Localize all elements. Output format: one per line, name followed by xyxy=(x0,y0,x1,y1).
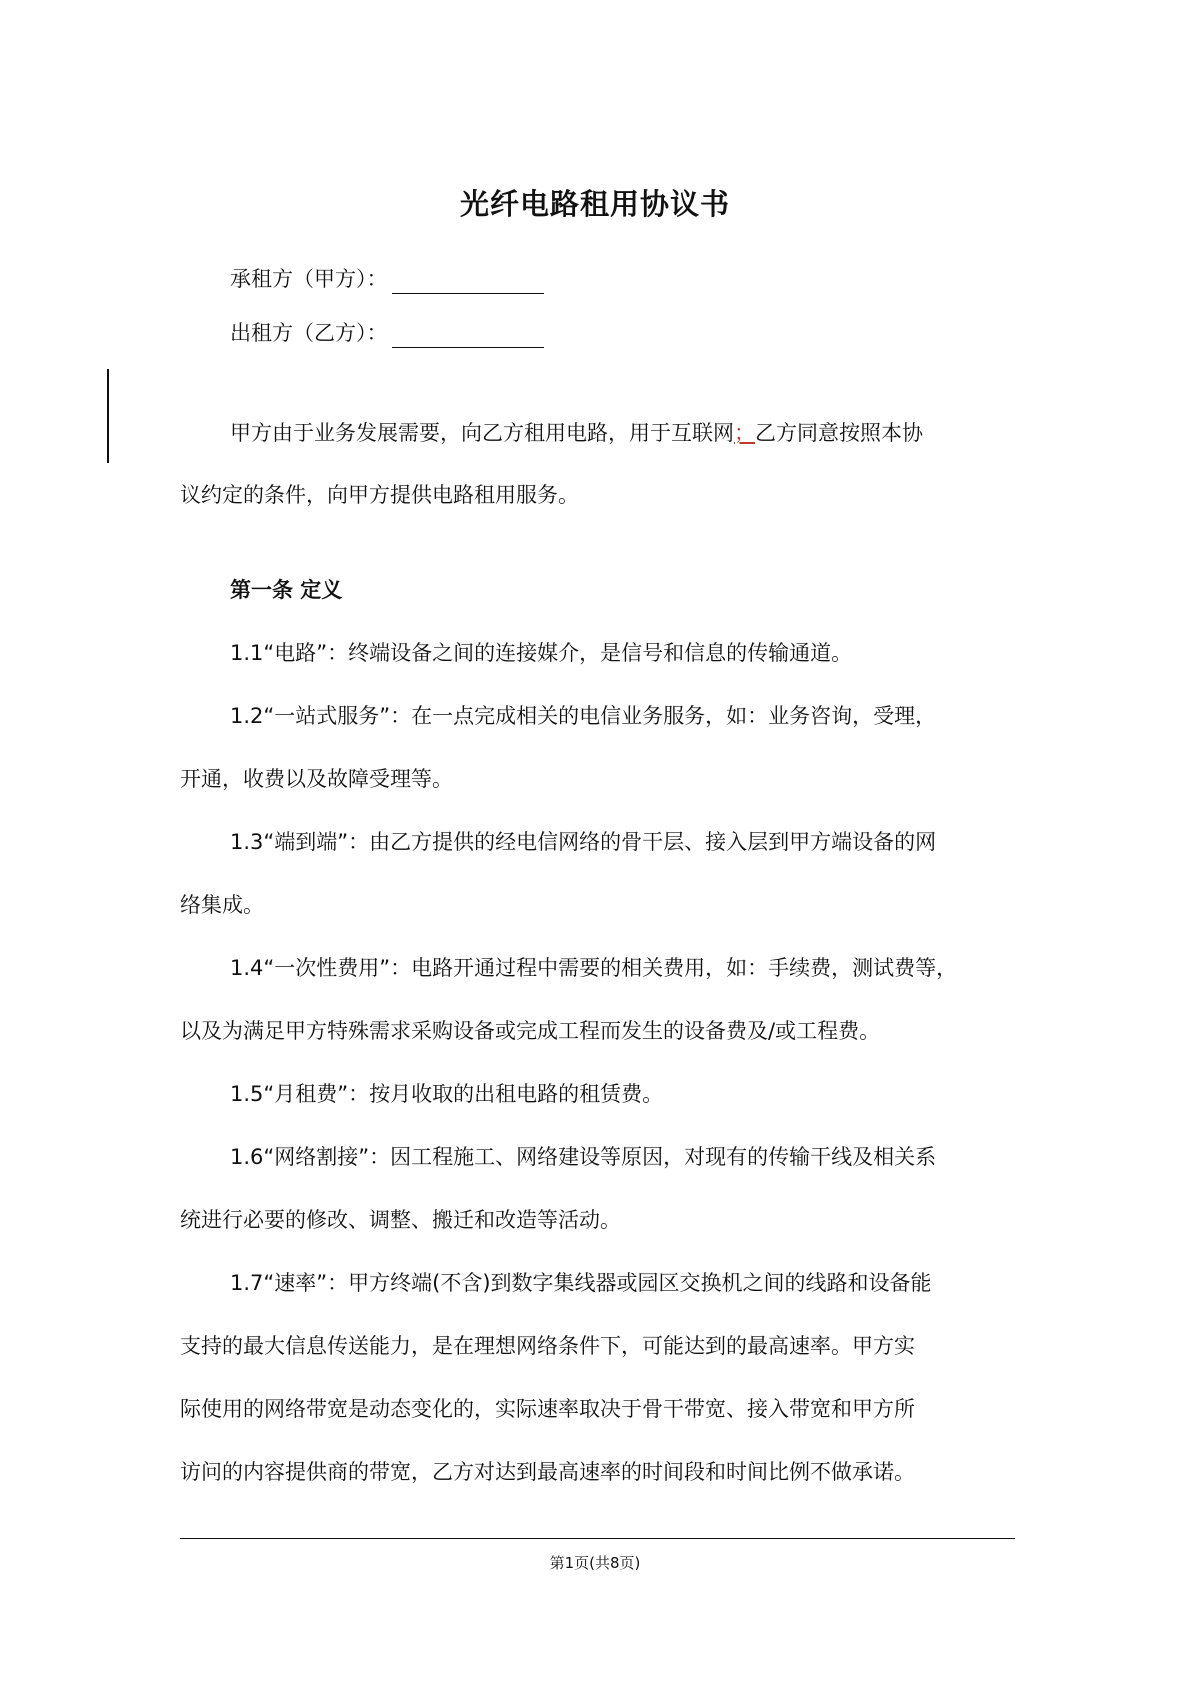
intro-line-1: 甲方由于业务发展需要，向乙方租用电路，用于互联网；乙方同意按照本协 xyxy=(230,421,923,445)
definition-line: 以及为满足甲方特殊需求采购设备或完成工程而发生的设备费及/或工程费。 xyxy=(180,1019,881,1043)
lessee-blank xyxy=(392,269,544,294)
definition-line: 1.1“电路”：终端设备之间的连接媒介，是信号和信息的传输通道。 xyxy=(230,641,853,665)
document-title: 光纤电路租用协议书 xyxy=(459,187,730,221)
footer-divider xyxy=(180,1538,1015,1539)
definition-line: 1.4“一次性费用”：电路开通过程中需要的相关费用，如：手续费，测试费等， xyxy=(230,956,958,980)
definition-line: 1.2“一站式服务”：在一点完成相关的电信业务服务，如：业务咨询，受理， xyxy=(230,704,937,728)
lessor-label: 出租方（乙方）： xyxy=(230,321,388,345)
lessor-party-line xyxy=(230,318,544,348)
definition-line: 络集成。 xyxy=(180,893,264,917)
definition-line: 1.7“速率”：甲方终端(不含)到数字集线器或园区交换机之间的线路和设备能 xyxy=(230,1271,932,1295)
lessor-blank xyxy=(392,323,544,348)
definition-line: 际使用的网络带宽是动态变化的，实际速率取决于骨干带宽、接入带宽和甲方所 xyxy=(180,1397,915,1421)
definition-line: 统进行必要的修改、调整、搬迁和改造等活动。 xyxy=(180,1208,621,1232)
lessee-party-line xyxy=(230,264,544,294)
definition-line: 开通，收费以及故障受理等。 xyxy=(180,767,453,791)
definition-line: 1.6“网络割接”：因工程施工、网络建设等原因，对现有的传输干线及相关系 xyxy=(230,1145,937,1169)
page-number: 第1页(共8页) xyxy=(549,1554,641,1572)
intro-line-2: 议约定的条件，向甲方提供电路租用服务。 xyxy=(180,483,579,507)
definition-line: 支持的最大信息传送能力，是在理想网络条件下，可能达到的最高速率。甲方实 xyxy=(180,1334,915,1358)
lessee-label: 承租方（甲方）： xyxy=(230,267,388,291)
revision-change-bar xyxy=(107,369,109,463)
definition-line: 1.3“端到端”：由乙方提供的经电信网络的骨干层、接入层到甲方端设备的网 xyxy=(230,830,937,854)
definition-line: 访问的内容提供商的带宽，乙方对达到最高速率的时间段和时间比例不做承诺。 xyxy=(180,1460,915,1484)
section-heading: 第一条 定义 xyxy=(230,578,343,602)
definition-line: 1.5“月租费”：按月收取的出租电路的租赁费。 xyxy=(230,1082,664,1106)
revision-mark: ； xyxy=(734,421,755,445)
